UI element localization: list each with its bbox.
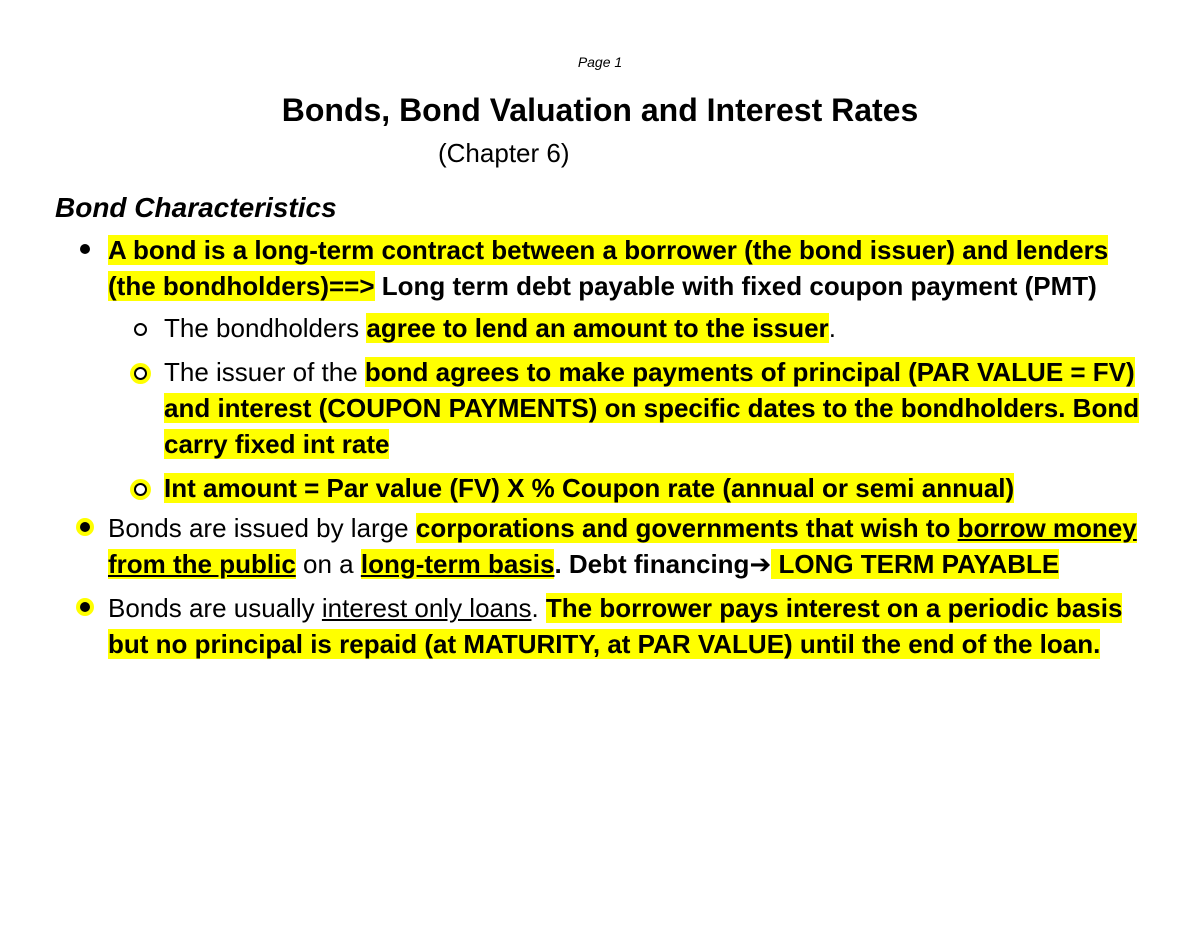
- hollow-circle-icon: [134, 367, 147, 380]
- bullet-item-issuers: [80, 510, 1150, 582]
- sub-item-interest-amount: [134, 470, 1150, 506]
- bullet-text: . Debt financing: [554, 549, 750, 579]
- sub-text: The bondholders: [164, 313, 367, 343]
- highlighted-text: agree to lend an amount to the issuer: [366, 313, 829, 343]
- bullet-text: Bonds are issued by large: [108, 513, 416, 543]
- bullet-text: Long term debt payable with fixed coupon payment (PMT): [374, 271, 1097, 301]
- bullet-item-definition: [80, 232, 1150, 304]
- bullet-text: Bonds are usually: [108, 593, 322, 623]
- sub-text: .: [828, 313, 836, 343]
- highlighted-text: Int amount = Par value (FV) X % Coupon rate (annual or semi annual): [164, 473, 1015, 503]
- underlined-text: interest only loans: [321, 593, 532, 623]
- highlighted-text: corporations and governments that wish to: [415, 513, 958, 543]
- underlined-text: borrow money from the public: [108, 513, 1137, 579]
- sub-item-payments: [134, 354, 1150, 462]
- arrow-icon: ➔: [749, 549, 772, 579]
- bullet-list: [80, 232, 1150, 662]
- bullet-text: on a: [295, 549, 361, 579]
- bullet-dot-icon: [80, 244, 90, 254]
- page-title: Bonds, Bond Valuation and Interest Rates: [281, 92, 919, 128]
- highlighted-text: The borrower pays interest on a periodic basis but no principal is repaid (at MATURITY, at PAR VALUE) until the end of the loan.: [108, 593, 1123, 659]
- page-subtitle: (Chapter 6): [438, 138, 570, 168]
- bullet-item-interest-only: [80, 590, 1150, 662]
- hollow-circle-icon: [134, 483, 147, 496]
- bullet-dot-icon: [80, 522, 90, 532]
- hollow-circle-icon: [134, 323, 147, 336]
- bullet-text: .: [531, 593, 546, 623]
- highlighted-text: A bond is a long-term contract between a borrower (the bond issuer) and lenders (the bondholders)==>: [108, 235, 1109, 301]
- underlined-text: long-term basis: [360, 549, 555, 579]
- highlighted-text: bond agrees to make payments of principal (PAR VALUE = FV) and interest (COUPON PAYMENTS) on specific dates to the bondholders. Bond carry fixed int rate: [164, 357, 1140, 459]
- section-heading: Bond Characteristics: [55, 192, 337, 223]
- page-label: Page 1: [577, 54, 623, 70]
- highlighted-text: LONG TERM PAYABLE: [771, 549, 1060, 579]
- bullet-dot-icon: [80, 602, 90, 612]
- sub-item-lend: [134, 310, 1150, 346]
- sub-text: The issuer of the: [164, 357, 365, 387]
